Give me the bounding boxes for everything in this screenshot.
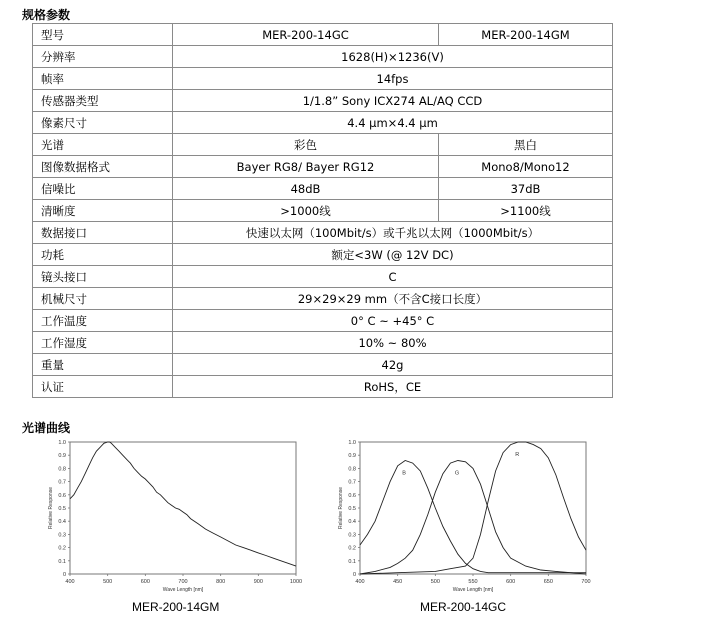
- spec-value: 1/1.8” Sony ICX274 AL/AQ CCD: [173, 90, 613, 112]
- spec-row: [33, 46, 613, 68]
- x-tick-label: 1000: [289, 579, 303, 585]
- y-tick-label: 0.3: [348, 532, 356, 539]
- spec-value: Mono8/Mono12: [439, 156, 613, 178]
- spectral-chart-color: [334, 436, 596, 592]
- spec-row: [33, 376, 613, 398]
- spec-value: 10% ~ 80%: [173, 332, 613, 354]
- x-tick-label: 550: [468, 579, 478, 585]
- spec-value: 4.4 μm×4.4 μm: [173, 112, 613, 134]
- curve-section-title: 光谱曲线: [22, 421, 71, 435]
- spec-label: 传感器类型: [33, 90, 173, 112]
- chart-caption-color: MER-200-14GC: [420, 600, 507, 614]
- x-axis-label: Wave Length [nm]: [162, 587, 204, 592]
- y-tick-label: 1.0: [58, 440, 66, 446]
- spec-row: [33, 90, 613, 112]
- spec-table: [32, 23, 613, 398]
- x-tick-label: 450: [393, 579, 403, 585]
- spec-value: 37dB: [439, 178, 613, 200]
- spec-value: MER-200-14GC: [173, 24, 439, 46]
- spec-row: [33, 332, 613, 354]
- spec-label: 认证: [33, 376, 173, 398]
- y-tick-label: 0.7: [58, 479, 66, 486]
- y-tick-label: 0.1: [58, 558, 66, 565]
- y-tick-label: 0.6: [58, 492, 66, 499]
- y-tick-label: 0.1: [348, 558, 356, 565]
- spec-row: [33, 200, 613, 222]
- y-tick-label: 0.4: [348, 519, 356, 526]
- spec-label: 机械尺寸: [33, 288, 173, 310]
- spec-label: 分辨率: [33, 46, 173, 68]
- spec-value: C: [173, 266, 613, 288]
- spec-label: 型号: [33, 24, 173, 46]
- x-axis-label: Wave Length [nm]: [452, 587, 494, 592]
- y-tick-label: 0.9: [58, 453, 66, 460]
- spec-label: 功耗: [33, 244, 173, 266]
- y-axis-label: Relative Response: [338, 487, 344, 529]
- spec-label: 工作温度: [33, 310, 173, 332]
- y-tick-label: 0.8: [348, 466, 356, 473]
- y-axis-label: Relative Response: [48, 487, 54, 529]
- spec-value: 14fps: [173, 68, 613, 90]
- y-tick-label: 0: [62, 572, 66, 578]
- spec-label: 图像数据格式: [33, 156, 173, 178]
- x-tick-label: 800: [216, 579, 226, 585]
- spec-row: [33, 310, 613, 332]
- spec-label: 镜头接口: [33, 266, 173, 288]
- spec-row: [33, 178, 613, 200]
- spec-label: 数据接口: [33, 222, 173, 244]
- series-label: R: [515, 452, 520, 458]
- spec-value: >1100线: [439, 200, 613, 222]
- y-tick-label: 0: [352, 572, 356, 578]
- x-tick-label: 900: [253, 579, 263, 585]
- spec-value: 0° C ~ +45° C: [173, 310, 613, 332]
- y-tick-label: 0.2: [348, 545, 356, 552]
- spec-label: 工作湿度: [33, 332, 173, 354]
- y-tick-label: 0.6: [348, 492, 356, 499]
- x-tick-label: 700: [581, 579, 591, 585]
- x-tick-label: 500: [430, 579, 440, 585]
- y-tick-label: 1.0: [348, 440, 356, 446]
- x-tick-label: 650: [543, 579, 553, 585]
- spec-value: MER-200-14GM: [439, 24, 613, 46]
- spec-row: [33, 24, 613, 46]
- spec-row: [33, 112, 613, 134]
- plot-frame: [360, 442, 586, 574]
- spec-row: [33, 134, 613, 156]
- y-tick-label: 0.4: [58, 519, 66, 526]
- spec-value: 彩色: [173, 134, 439, 156]
- spec-value: >1000线: [173, 200, 439, 222]
- y-tick-label: 0.5: [58, 506, 66, 512]
- spec-label: 重量: [33, 354, 173, 376]
- x-tick-label: 700: [178, 579, 188, 585]
- spec-value: 42g: [173, 354, 613, 376]
- spec-row: [33, 222, 613, 244]
- spec-value: 额定<3W (@ 12V DC): [173, 244, 613, 266]
- y-tick-label: 0.9: [348, 453, 356, 460]
- x-tick-label: 500: [103, 579, 113, 585]
- x-tick-label: 600: [506, 579, 516, 585]
- spec-value: RoHS，CE: [173, 376, 613, 398]
- series-label: B: [402, 470, 406, 477]
- spec-section-title: 规格参数: [22, 8, 71, 22]
- spec-value: 黑白: [439, 134, 613, 156]
- spec-row: [33, 244, 613, 266]
- spec-row: [33, 266, 613, 288]
- spec-row: [33, 354, 613, 376]
- spec-row: [33, 156, 613, 178]
- y-tick-label: 0.2: [58, 545, 66, 552]
- x-tick-label: 400: [355, 579, 365, 585]
- x-tick-label: 600: [140, 579, 150, 585]
- spec-value: 48dB: [173, 178, 439, 200]
- spec-label: 信噪比: [33, 178, 173, 200]
- y-tick-label: 0.3: [58, 532, 66, 539]
- spec-label: 帧率: [33, 68, 173, 90]
- spec-value: Bayer RG8/ Bayer RG12: [173, 156, 439, 178]
- y-tick-label: 0.5: [348, 506, 356, 512]
- spectral-chart-mono: [44, 436, 306, 592]
- spec-value: 29×29×29 mm（不含C接口长度）: [173, 288, 613, 310]
- spec-row: [33, 288, 613, 310]
- spec-value: 快速以太网（100Mbit/s）或千兆以太网（1000Mbit/s）: [173, 222, 613, 244]
- y-tick-label: 0.8: [58, 466, 66, 473]
- series-label: G: [454, 470, 460, 477]
- y-tick-label: 0.7: [348, 479, 356, 486]
- spec-row: [33, 68, 613, 90]
- chart-caption-mono: MER-200-14GM: [132, 600, 220, 614]
- x-tick-label: 400: [65, 579, 75, 585]
- spec-label: 清晰度: [33, 200, 173, 222]
- spec-label: 光谱: [33, 134, 173, 156]
- spec-value: 1628(H)×1236(V): [173, 46, 613, 68]
- spec-label: 像素尺寸: [33, 112, 173, 134]
